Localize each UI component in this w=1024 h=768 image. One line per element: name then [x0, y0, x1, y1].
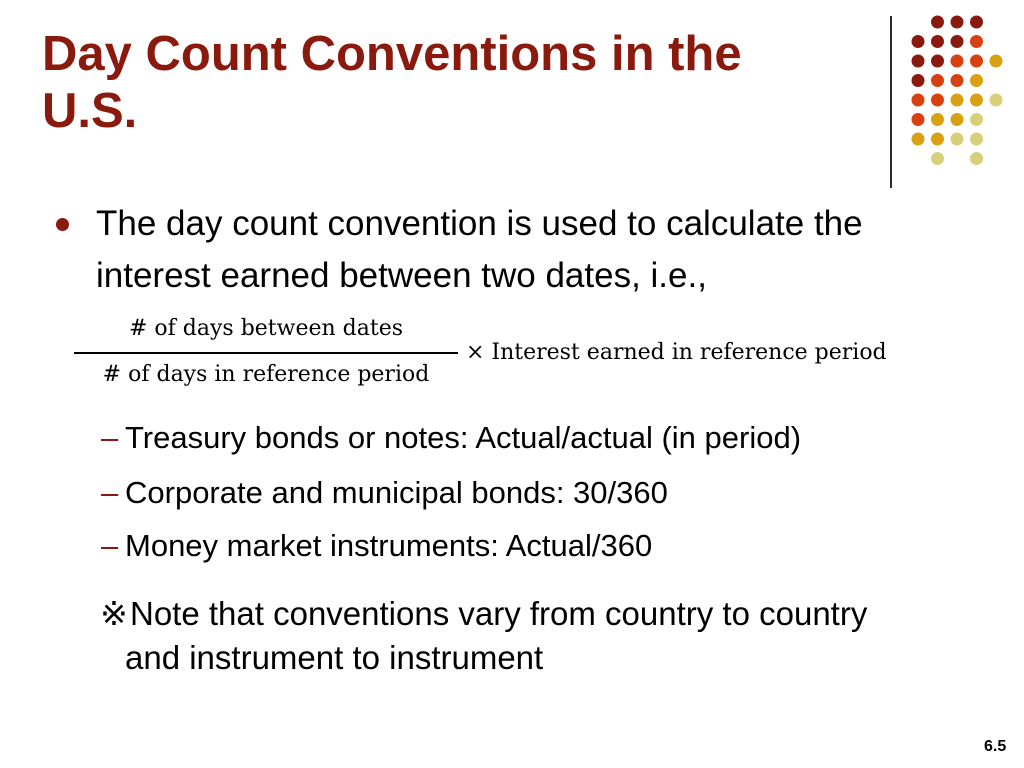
decor-dot [931, 35, 944, 48]
sub-bullet-money-market [101, 526, 652, 566]
decor-dot [912, 35, 925, 48]
note-line-1: Note that conventions vary from country to country [130, 595, 868, 632]
main-bullet-text: The day count convention is used to calculate the interest earned between two dates, i.e., [96, 204, 863, 295]
decor-dot [912, 113, 925, 126]
sub-bullet-corporate [101, 473, 668, 513]
slide-number: 6.5 [984, 738, 1007, 755]
decor-dot [951, 55, 964, 68]
decorative-dot-grid [0, 0, 1024, 200]
decor-dot [970, 16, 983, 29]
note-paragraph [98, 592, 978, 680]
decor-dot [970, 113, 983, 126]
decor-dot [970, 152, 983, 165]
dash-icon: – [101, 420, 119, 455]
decor-dot [951, 35, 964, 48]
formula-denominator: # of days in reference period [102, 362, 430, 387]
sub-bullet-label: Treasury bonds or notes: Actual/actual (in period) [125, 420, 802, 455]
decor-dot [990, 94, 1003, 107]
decor-dot [912, 74, 925, 87]
decor-dot [912, 133, 925, 146]
decor-dot [990, 55, 1003, 68]
bullet-dot-icon [56, 218, 69, 231]
sub-bullet-treasury [101, 418, 801, 458]
decor-dot [931, 133, 944, 146]
decor-dot [951, 133, 964, 146]
sub-bullet-label: Money market instruments: Actual/360 [125, 528, 653, 563]
decor-dot [912, 94, 925, 107]
decor-dot [970, 74, 983, 87]
sub-bullet-label: Corporate and municipal bonds: 30/360 [125, 475, 668, 510]
reference-mark-icon: ※ [100, 595, 128, 632]
decor-dot [931, 74, 944, 87]
slide-title: Day Count Conventions in the U.S. [42, 27, 742, 138]
decor-dot [931, 152, 944, 165]
fraction-bar [74, 352, 458, 354]
decor-dot [931, 94, 944, 107]
decor-dot [970, 133, 983, 146]
dash-icon: – [101, 528, 119, 563]
decor-dot [970, 94, 983, 107]
decor-dot [951, 74, 964, 87]
formula-numerator: # of days between dates [128, 316, 404, 341]
decor-dot [931, 16, 944, 29]
formula-multiplier: × Interest earned in reference period [466, 340, 887, 365]
note-line-2: and instrument to instrument [125, 639, 544, 676]
decor-dot [951, 16, 964, 29]
decor-dot [951, 94, 964, 107]
decor-dot [931, 113, 944, 126]
decor-dot [931, 55, 944, 68]
decor-dot [970, 35, 983, 48]
decor-dot [951, 113, 964, 126]
dash-icon: – [101, 475, 119, 510]
decor-dot [970, 55, 983, 68]
decor-dot [912, 55, 925, 68]
